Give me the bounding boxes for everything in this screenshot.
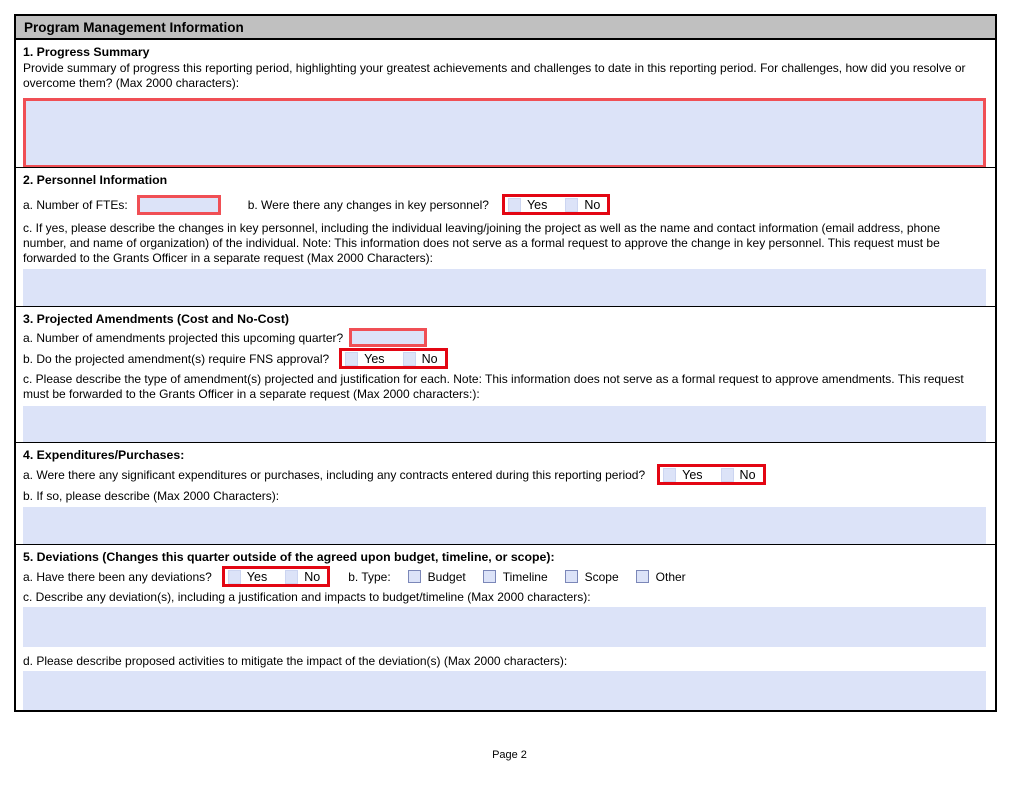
ftes-label: a. Number of FTEs: bbox=[23, 197, 128, 212]
page-number: Page 2 bbox=[492, 749, 527, 761]
section-5-mitigate-label: d. Please describe proposed activities to mitigate the impact of the deviation(s) (Max 2000 characters): bbox=[23, 654, 568, 668]
fns-approval-yes-checkbox[interactable] bbox=[345, 352, 358, 366]
expenditures-describe-textarea[interactable] bbox=[23, 507, 986, 545]
deviation-type-other-label: Other bbox=[655, 569, 686, 584]
progress-summary-textarea[interactable] bbox=[23, 98, 986, 168]
section-4-describe-label: b. If so, please describe (Max 2000 Characters): bbox=[23, 489, 280, 503]
section-3-describe-label: c. Please describe the type of amendment(s) projected and justification for each. Note: This information does not serve as a formal request to approve amendments. This request must be forwarded to the Grants Officer in a separate request (Max 2000 characters:): bbox=[23, 372, 964, 401]
deviations-yes-label: Yes bbox=[246, 569, 268, 584]
section-personnel-information bbox=[16, 168, 995, 307]
expenditures-question-label: a. Were there any significant expenditures or purchases, including any contracts entered during this reporting period? bbox=[23, 467, 646, 482]
section-deviations bbox=[16, 545, 995, 710]
deviations-yes-no-group bbox=[222, 566, 330, 587]
fns-approval-no-label: No bbox=[421, 351, 438, 366]
deviations-question-label: a. Have there been any deviations? bbox=[23, 569, 212, 584]
deviation-type-budget-checkbox[interactable] bbox=[408, 570, 421, 583]
deviation-type-timeline-checkbox[interactable] bbox=[483, 570, 496, 583]
deviation-type-scope-label: Scope bbox=[584, 569, 619, 584]
deviations-yes-checkbox[interactable] bbox=[228, 570, 241, 584]
section-1-description: Provide summary of progress this reporting period, highlighting your greatest achievements and challenges to date in this reporting period. For challenges, how did you resolve or overcome them? (Max 2000 characters): bbox=[23, 61, 966, 90]
deviation-type-label: b. Type: bbox=[348, 569, 391, 584]
expenditures-yes-label: Yes bbox=[682, 467, 703, 482]
deviation-type-budget-label: Budget bbox=[427, 569, 466, 584]
key-personnel-no-label: No bbox=[584, 197, 601, 212]
expenditures-no-label: No bbox=[739, 467, 756, 482]
personnel-changes-textarea[interactable] bbox=[23, 269, 986, 307]
key-personnel-yes-label: Yes bbox=[526, 197, 548, 212]
expenditures-yes-checkbox[interactable] bbox=[663, 468, 676, 482]
amendments-count-input[interactable] bbox=[349, 328, 427, 347]
amendments-count-label: a. Number of amendments projected this upcoming quarter? bbox=[23, 330, 344, 345]
key-personnel-yes-checkbox[interactable] bbox=[508, 198, 521, 212]
section-2-describe-label: c. If yes, please describe the changes in key personnel, including the individual leaving/joining the project as well as the name and contact information (email address, phone number, and name of organization) of the individual. Note: This information does not serve as a formal request to approve the change in key personnel. This request must be forwarded to the Grants Officer in a separate request (Max 2000 Characters): bbox=[23, 221, 941, 265]
section-projected-amendments bbox=[16, 307, 995, 443]
deviations-no-checkbox[interactable] bbox=[285, 570, 298, 584]
key-personnel-changes-label: b. Were there any changes in key personnel? bbox=[247, 197, 489, 212]
fns-approval-label: b. Do the projected amendment(s) require FNS approval? bbox=[23, 351, 330, 366]
deviations-mitigate-textarea[interactable] bbox=[23, 671, 986, 710]
section-5-heading: 5. Deviations (Changes this quarter outside of the agreed upon budget, timeline, or scope): bbox=[23, 550, 555, 564]
fns-approval-yes-label: Yes bbox=[364, 351, 385, 366]
form-title: Program Management Information bbox=[24, 19, 244, 35]
section-progress-summary bbox=[16, 40, 995, 168]
fns-approval-no-checkbox[interactable] bbox=[403, 352, 416, 366]
section-5-describe-label: c. Describe any deviation(s), including a justification and impacts to budget/timeline (Max 2000 characters): bbox=[23, 590, 591, 604]
key-personnel-no-checkbox[interactable] bbox=[565, 198, 578, 212]
section-expenditures-purchases bbox=[16, 443, 995, 545]
section-2-heading: 2. Personnel Information bbox=[23, 173, 168, 187]
expenditures-no-checkbox[interactable] bbox=[721, 468, 734, 482]
form-title-bar bbox=[16, 16, 995, 40]
fns-approval-yes-no-group bbox=[339, 348, 447, 369]
amendments-describe-textarea[interactable] bbox=[23, 406, 986, 443]
deviation-type-other-checkbox[interactable] bbox=[636, 570, 649, 583]
deviation-type-scope-checkbox[interactable] bbox=[565, 570, 578, 583]
section-3-heading: 3. Projected Amendments (Cost and No-Cost) bbox=[23, 312, 290, 326]
ftes-input[interactable] bbox=[137, 195, 221, 215]
deviations-no-label: No bbox=[304, 569, 321, 584]
deviations-describe-textarea[interactable] bbox=[23, 607, 986, 647]
key-personnel-yes-no-group bbox=[502, 194, 610, 215]
deviation-type-timeline-label: Timeline bbox=[502, 569, 548, 584]
section-4-heading: 4. Expenditures/Purchases: bbox=[23, 448, 185, 462]
expenditures-yes-no-group bbox=[657, 464, 765, 485]
section-1-heading: 1. Progress Summary bbox=[23, 45, 150, 59]
program-management-form bbox=[14, 14, 997, 712]
